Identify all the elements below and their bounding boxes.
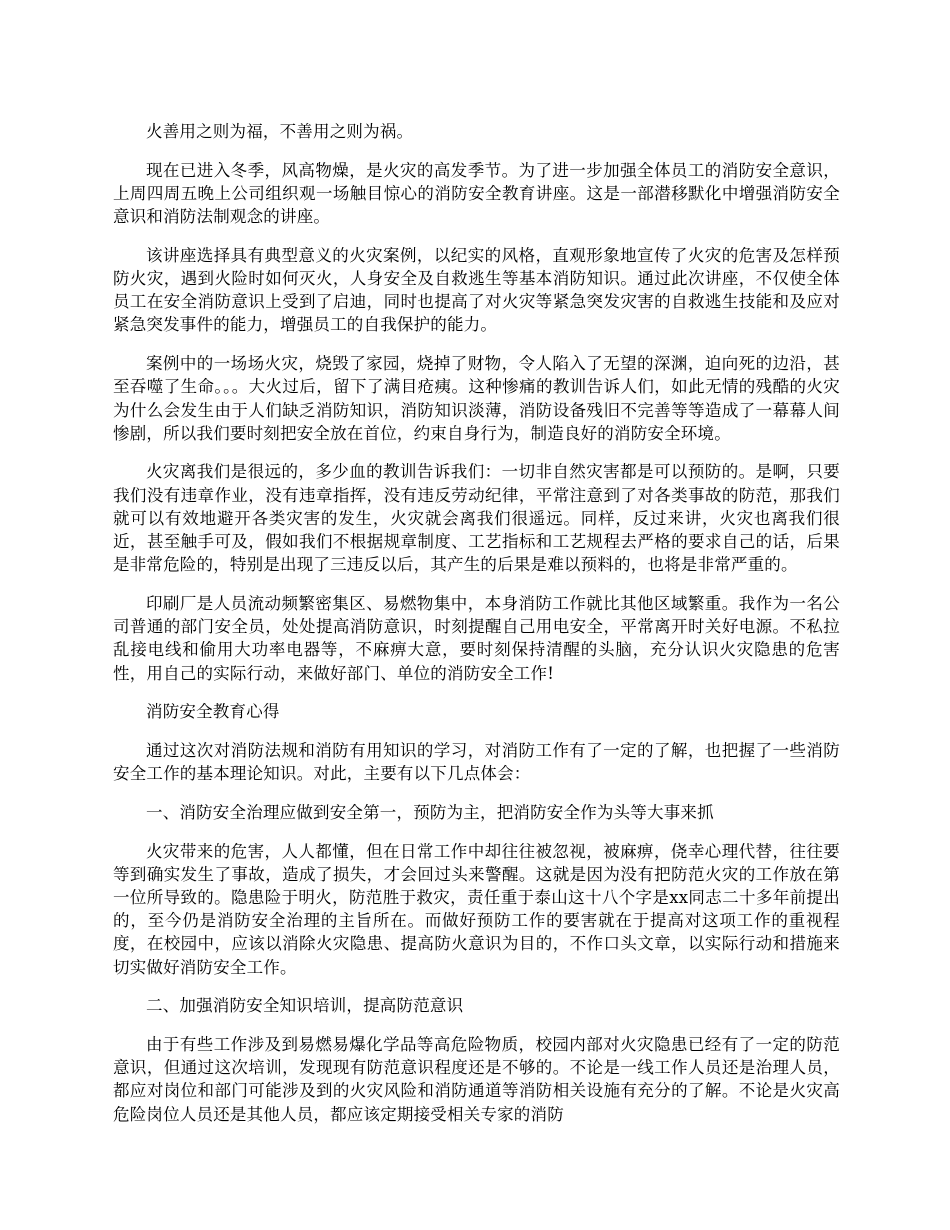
paragraph-point-two: 由于有些工作涉及到易燃易爆化学品等高危险物质，校园内部对火灾隐患已经有了一定的防范意识，但通过这次培训，发现现有防范意识程度还是不够的。不论是一线工作人员还是治理人员，都应对岗位和部门可能涉及到的火灾风险和消防通道等消防相关设施有充分的了解。不论是火灾高危险岗位人员还是其他人员，都应该定期接受相关专家的消防 <box>113 1035 840 1124</box>
document-body <box>113 120 840 1141</box>
paragraph-study: 通过这次对消防法规和消防有用知识的学习，对消防工作有了一定的了解，也把握了一些消防安全工作的基本理论知识。对此，主要有以下几点体会： <box>113 740 840 784</box>
heading-point-two: 二、加强消防安全知识培训，提高防范意识 <box>146 996 464 1016</box>
paragraph-point-one: 火灾带来的危害，人人都懂，但在日常工作中却往往被忽视，被麻痹，侥幸心理代替，往往要等到确实发生了事故，造成了损失，才会回过头来警醒。这就是因为没有把防范火灾的工作放在第一位所导致的。隐患险于明火，防范胜于救灾，责任重于泰山这十八个字是xx同志二十多年前提出的，至今仍是消防安全治理的主旨所在。而做好预防工作的要害就在于提高对这项工作的重视程度，在校园中，应该以消除火灾隐患、提高防火意识为目的，不作口头文章，以实际行动和措施来切实做好消防安全工作。 <box>113 841 840 977</box>
section-title: 消防安全教育心得 <box>146 702 280 722</box>
heading-point-one: 一、消防安全治理应做到安全第一，预防为主，把消防安全作为头等大事来抓 <box>146 802 714 822</box>
paragraph-proverb: 火善用之则为福，不善用之则为祸。 <box>146 122 414 141</box>
paragraph-prevention: 火灾离我们是很远的，多少血的教训告诉我们：一切非自然灾害都是可以预防的。是啊，只要我们没有违章作业，没有违章指挥，没有违反劳动纪律，平常注意到了对各类事故的防范，那我们就可以有效地避开各类灾害的发生，火灾就会离我们很遥远。同样，反过来讲，火灾也离我们很近，甚至触手可及，假如我们不根据规章制度、工艺指标和工艺规程去严格的要求自己的话，后果是非常危险的，特别是出现了三违反以后，其产生的后果是难以预料的，也将是非常严重的。 <box>113 462 840 575</box>
paragraph-intro: 现在已进入冬季，风高物燥，是火灾的高发季节。为了进一步加强全体员工的消防安全意识，上周四周五晚上公司组织观一场触目惊心的消防安全教育讲座。这是一部潜移默化中增强消防安全意识和消防法制观念的讲座。 <box>113 160 840 227</box>
paragraph-cases: 案例中的一场场火灾，烧毁了家园，烧掉了财物，令人陷入了无望的深渊，迫向死的边沿，甚至吞噬了生命。。。大火过后，留下了满目疮痍。这种惨痛的教训告诉人们，如此无情的残酷的火灾为什么会发生由于人们缺乏消防知识，消防知识淡薄，消防设备残旧不完善等等造成了一幕幕人间惨剧，所以我们要时刻把安全放在首位，约束自身行为，制造良好的消防安全环境。 <box>113 354 840 443</box>
paragraph-lecture: 该讲座选择具有典型意义的火灾案例，以纪实的风格，直观形象地宣传了火灾的危害及怎样预防火灾，遇到火险时如何灭火，人身安全及自救逃生等基本消防知识。通过此次讲座，不仅使全体员工在安全消防意识上受到了启迪，同时也提高了对火灾等紧急突发灾害的自救逃生技能和及应对紧急突发事件的能力，增强员工的自我保护的能力。 <box>113 245 840 335</box>
paragraph-printing-plant: 印刷厂是人员流动频繁密集区、易燃物集中，本身消防工作就比其他区域繁重。我作为一名公司普通的部门安全员，处处提高消防意识，时刻提醒自己用电安全，平常离开时关好电源。不私拉乱接电线和偷用大功率电器等，不麻痹大意，要时刻保持清醒的头脑，充分认识火灾隐患的危害性，用自己的实际行动，来做好部门、单位的消防安全工作! <box>113 593 840 683</box>
